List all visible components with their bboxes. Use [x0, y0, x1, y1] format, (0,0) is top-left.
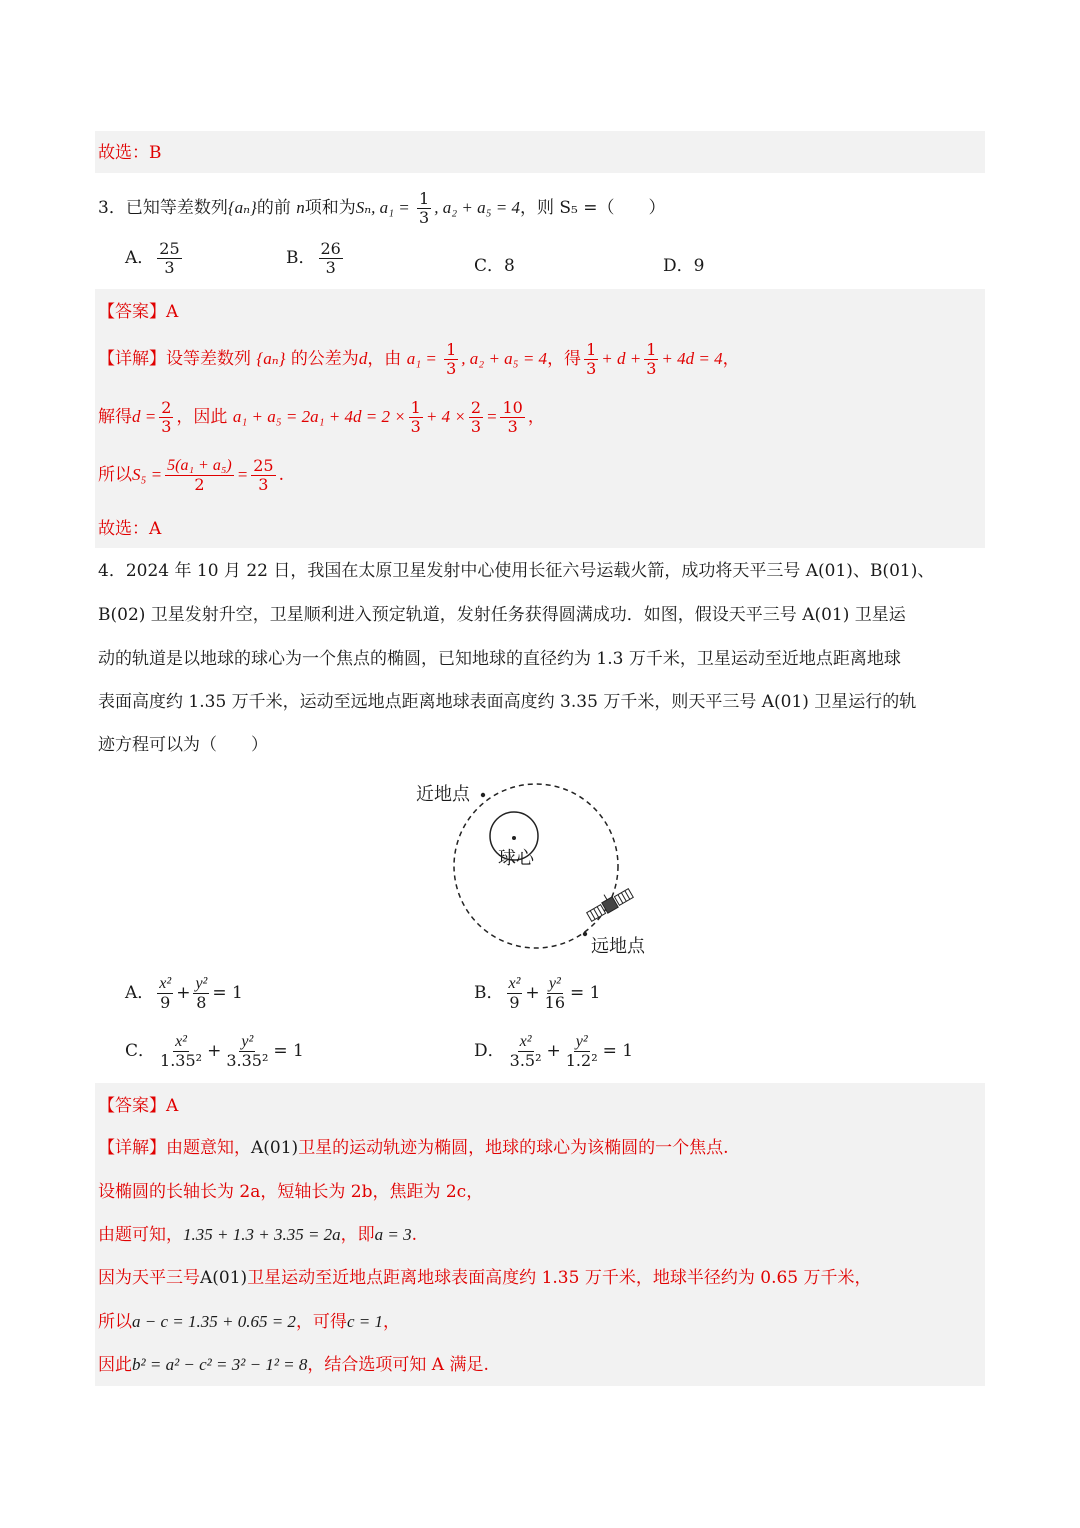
q4-option-a: A． $\frac{\text{x²}}{9}$ + $\frac{\text{y²}}{8}$ = 1 [125, 975, 243, 1012]
q3-stem: 3．已知等差数列{aₙ}的前 n项和为Sₙ, a₁ = $\frac{1}{3}$ , a₂ + a₅ = 4，则 S₅ =（ ） [98, 189, 666, 227]
q4-stem-line-5: 迹方程可以为（ ） [98, 735, 268, 755]
q3-detail-3: 所以S₅ = $\frac{\text{5(a₁ + a₅)}}{2}$ = $\frac{25}{3}$ . [98, 456, 284, 494]
q3-detail-1: 【详解】设等差数列 {aₙ} 的公差为d，由 a₁ = $\frac{1}{3}$ , a₂ + a₅ = 4，得 $\frac{1}{3}$ + d + $\frac{1}{3}$ + 4d = 4， [98, 340, 740, 378]
earth-center-dot [512, 836, 516, 840]
q4-option-c: C． $\frac{\text{x²}}{\text{1.35²}}$ + $\frac{\text{y²}}{\text{3.35²}}$ = 1 [125, 1033, 304, 1070]
q4-detail-2: 设椭圆的长轴长为 2a，短轴长为 2b，焦距为 2c， [98, 1182, 484, 1202]
prev-choose: 故选：B [98, 143, 162, 163]
perigee-dot [481, 793, 485, 797]
q4-answer: 【答案】A [98, 1096, 179, 1116]
q3-detail-2: 解得d = $\frac{2}{3}$ ，因此 a₁ + a₅ = 2a₁ + 4d = 2 × $\frac{1}{3}$ + 4 × $\frac{2}{3}$ = $\frac{10}{3}$ ， [98, 398, 545, 436]
orbit-figure [400, 770, 690, 970]
q4-detail-3: 由题可知，1.35 + 1.3 + 3.35 = 2a，即a = 3. [98, 1225, 418, 1245]
q3-option-b: B． $\frac{26}{3}$ [286, 239, 341, 277]
q4-stem-line-4: 表面高度约 1.35 万千米，运动至远地点距离地球表面高度约 3.35 万千米，则天平三号 A(01) 卫星运行的轨 [98, 692, 917, 712]
prev-solution-box [95, 131, 985, 173]
q4-detail-4: 因为天平三号A(01)卫星运动至近地点距离地球表面高度约 1.35 万千米，地球半径约为 0.65 万千米， [98, 1268, 872, 1288]
q3-option-d: D．9 [663, 256, 705, 276]
q4-stem-line-3: 动的轨道是以地球的球心为一个焦点的椭圆，已知地球的直径约为 1.3 万千米，卫星运动至近地点距离地球 [98, 649, 901, 669]
perigee-label: 近地点 [416, 784, 470, 805]
q4-detail-5: 所以a − c = 1.35 + 0.65 = 2，可得c = 1， [98, 1312, 400, 1332]
q4-detail-6: 因此b² = a² − c² = 3² − 1² = 8，结合选项可知 A 满足. [98, 1355, 489, 1375]
q4-stem-line-2: B(02) 卫星发射升空，卫星顺利进入预定轨道，发射任务获得圆满成功．如图，假设天平三号 A(01) 卫星运 [98, 605, 906, 625]
center-label: 球心 [498, 848, 534, 869]
apogee-label: 远地点 [591, 936, 645, 957]
q4-detail-1: 【详解】由题意知，A(01)卫星的运动轨迹为椭圆，地球的球心为该椭圆的一个焦点. [98, 1138, 729, 1158]
q3-option-a: A． $\frac{25}{3}$ [125, 239, 180, 277]
satellite-icon [583, 883, 634, 923]
q4-option-b: B． $\frac{\text{x²}}{9}$ + $\frac{\text{y²}}{16}$ = 1 [474, 975, 601, 1012]
q3-answer: 【答案】A [98, 302, 179, 322]
q4-option-d: D． $\frac{\text{x²}}{\text{3.5²}}$ + $\frac{\text{y²}}{\text{1.2²}}$ = 1 [474, 1033, 634, 1070]
q3-choose: 故选：A [98, 519, 162, 539]
q3-option-c: C．8 [474, 256, 515, 276]
apogee-dot [583, 932, 587, 936]
q4-stem-line-1: 4．2024 年 10 月 22 日，我国在太原卫星发射中心使用长征六号运载火箭，成功将天平三号 A(01)、B(01)、 [98, 561, 935, 581]
orbit-ellipse [454, 784, 618, 948]
